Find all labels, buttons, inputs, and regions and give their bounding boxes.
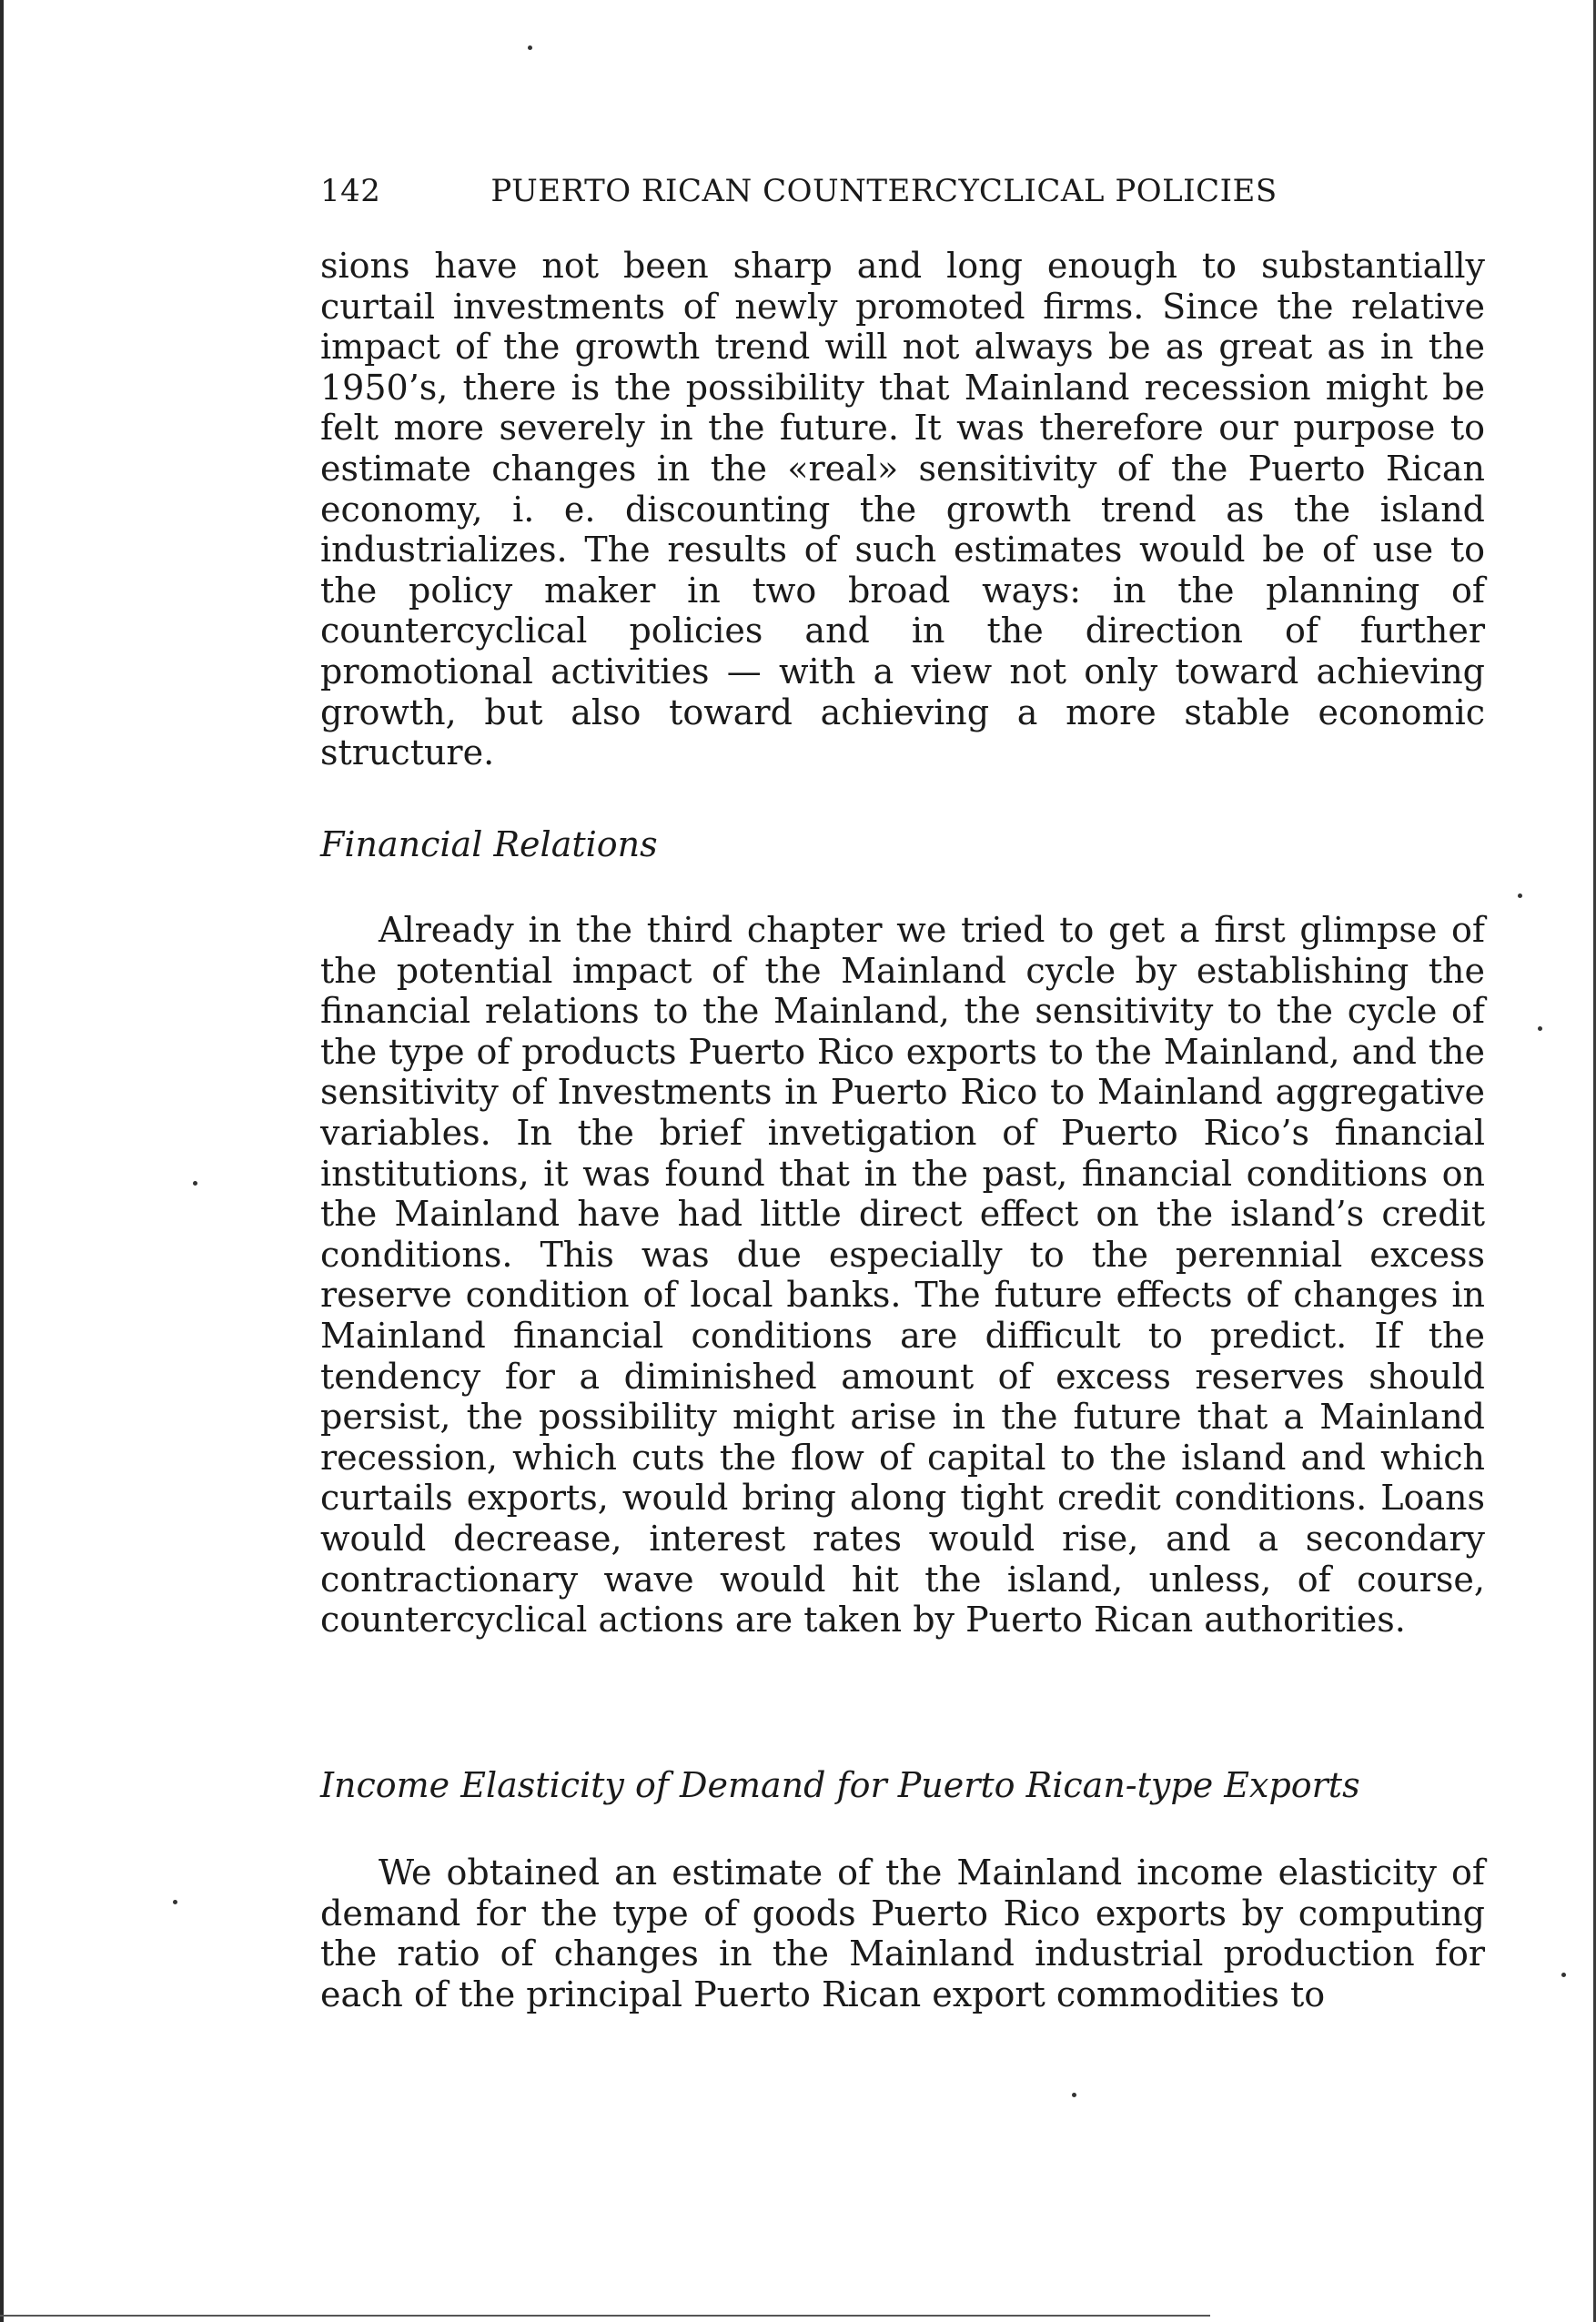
scan-speck [1072, 2093, 1076, 2097]
page-header [320, 173, 1485, 209]
running-title: PUERTO RICAN COUNTERCYCLICAL POLICIES [490, 173, 1278, 209]
scan-speck [173, 1900, 177, 1904]
paragraph-financial-relations: Already in the third chapter we tried to get a first glimpse of the potential impact of the Mainland cycle by establishing the financial relations to the Mainland, the sensitivity to the cycle of the type of products Puerto Rico exports to the Mainland, and the sensitivity of Investments in Puerto Rico to Mainland aggregative variables. In the brief invetigation of Puerto Rico’s financial institutions, it was found that in the past, financial conditions on the Mainland have had little direct effect on the island’s credit conditions. This was due especially to the perennial excess reserve condition of local banks. The future effects of changes in Mainland financial conditions are difficult to predict. If the tendency for a diminished amount of excess reserves should persist, the possibility might arise in the future that a Mainland recession, which cuts the flow of capital to the island and which curtails exports, would bring along tight credit conditions. Loans would decrease, interest rates would rise, and a secondary contractionary wave would hit the island, unless, of course, countercyclical actions are taken by Puerto Rican authorities. [320, 910, 1485, 1641]
paragraph-financial-relations-block [320, 910, 1485, 1641]
page-edge-bottom [0, 2315, 1210, 2317]
section-heading-block [320, 824, 1485, 864]
section-heading-block [320, 1765, 1485, 1805]
paragraph-income-elasticity-block [320, 1853, 1485, 2014]
scan-speck [1518, 893, 1522, 898]
paragraph-continuation-block [320, 246, 1485, 773]
page-edge-left [0, 0, 4, 2322]
section-heading-financial-relations: Financial Relations [320, 824, 658, 864]
paragraph-income-elasticity: We obtained an estimate of the Mainland income elasticity of demand for the type of goods Puerto Rico exports by computing the ratio of changes in the Mainland industrial production for each of the principal Puerto Rican export commodities to [320, 1853, 1485, 2014]
page-number: 142 [320, 173, 381, 209]
scan-speck [193, 1181, 197, 1186]
scan-speck [1538, 1026, 1542, 1031]
scan-speck [528, 45, 532, 50]
section-heading-income-elasticity: Income Elasticity of Demand for Puerto Rican-type Exports [320, 1765, 1360, 1805]
paragraph-continuation: sions have not been sharp and long enough to substantially curtail investments of newly promoted firms. Since the relative impact of the growth trend will not always be as great as in the 1950’s, there is the possibility that Mainland recession might be felt more severely in the future. It was therefore our purpose to estimate changes in the «real» sensitivity of the Puerto Rican economy, i. e. discounting the growth trend as the island industrializes. The results of such estimates would be of use to the policy maker in two broad ways: in the planning of countercyclical policies and in the direction of further promotional activities — with a view not only toward achieving growth, but also toward achieving a more stable economic structure. [320, 246, 1485, 773]
scan-speck [1561, 1973, 1566, 1977]
